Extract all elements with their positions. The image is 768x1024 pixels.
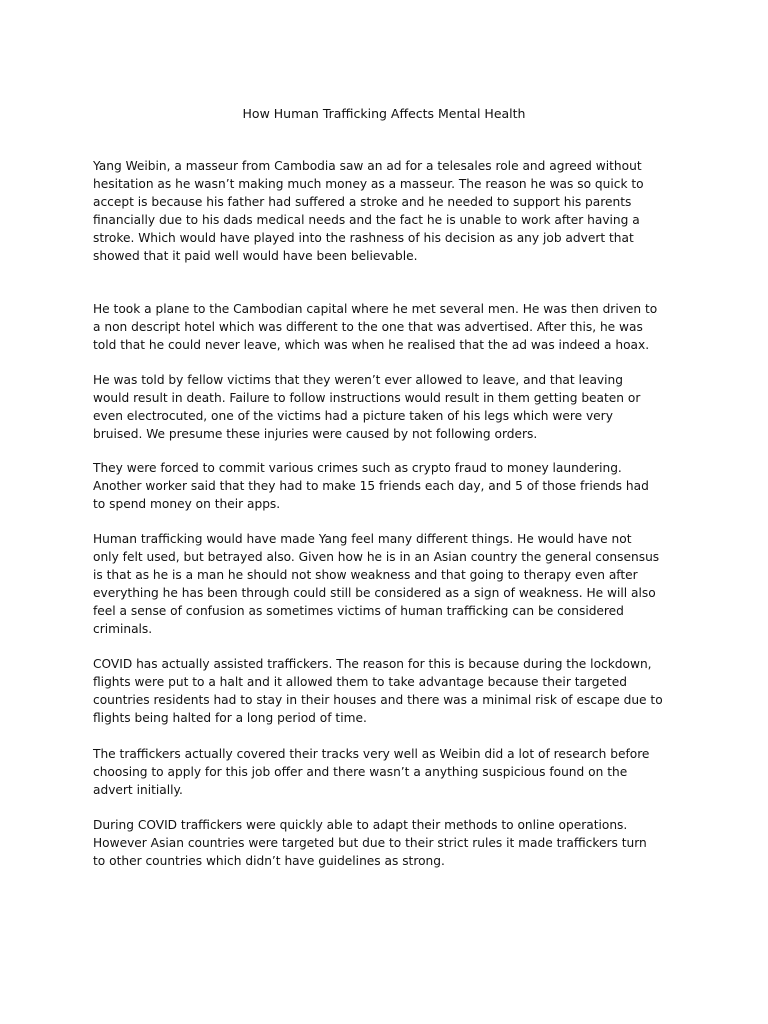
- text-line: everything he has been through could still be considered as a sign of weakness. He will also: [93, 585, 656, 600]
- text-line: would result in death. Failure to follow instructions would result in them getting beaten or: [93, 390, 641, 405]
- paragraph: [93, 531, 659, 638]
- text-line: Another worker said that they had to make 15 friends each day, and 5 of those friends had: [93, 478, 649, 493]
- text-line: a non descript hotel which was different to the one that was advertised. After this, he was: [93, 319, 643, 334]
- text-line: criminals.: [93, 621, 153, 636]
- paragraph: [93, 460, 649, 514]
- text-line: to spend money on their apps.: [93, 496, 281, 511]
- text-line: even electrocuted, one of the victims had a picture taken of his legs which were very: [93, 408, 613, 423]
- text-line: showed that it paid well would have been believable.: [93, 248, 418, 263]
- text-line: advert initially.: [93, 782, 183, 797]
- text-line: During COVID traffickers were quickly able to adapt their methods to online operations.: [93, 818, 628, 832]
- text-line: flights being halted for a long period of time.: [93, 710, 367, 725]
- paragraph: [93, 158, 644, 265]
- paragraph: [93, 656, 663, 728]
- paragraph: [93, 301, 657, 355]
- text-line: He was told by fellow victims that they weren’t ever allowed to leave, and that leaving: [93, 373, 623, 387]
- paragraph: [93, 372, 640, 444]
- paragraph: [93, 746, 649, 800]
- text-line: to other countries which didn’t have guidelines as strong.: [93, 853, 445, 868]
- text-line: They were forced to commit various crimes such as crypto fraud to money laundering.: [93, 461, 622, 475]
- text-line: bruised. We presume these injuries were caused by not following orders.: [93, 426, 538, 441]
- text-line: COVID has actually assisted traffickers. The reason for this is because during the lockdown,: [93, 657, 652, 671]
- text-line: stroke. Which would have played into the rashness of his decision as any job advert that: [93, 230, 634, 245]
- text-line: accept is because his father had suffered a stroke and he needed to support his parents: [93, 194, 632, 209]
- text-line: financially due to his dads medical needs and the fact he is unable to work after having a: [93, 212, 640, 227]
- text-line: flights were put to a halt and it allowed them to take advantage because their targeted: [93, 674, 627, 689]
- text-line: countries residents had to stay in their houses and there was a minimal risk of escape due to: [93, 692, 663, 707]
- text-line: Human trafficking would have made Yang feel many different things. He would have not: [93, 532, 632, 546]
- document-title: How Human Trafficking Affects Mental Health: [242, 106, 526, 121]
- text-line: told that he could never leave, which was when he realised that the ad was indeed a hoax.: [93, 337, 650, 352]
- text-line: The traffickers actually covered their tracks very well as Weibin did a lot of research before: [93, 747, 650, 761]
- text-line: feel a sense of confusion as sometimes victims of human trafficking can be considered: [93, 603, 624, 618]
- paragraph: [93, 817, 647, 871]
- text-line: However Asian countries were targeted but due to their strict rules it made traffickers turn: [93, 835, 647, 850]
- text-line: is that as he is a man he should not show weakness and that going to therapy even after: [93, 567, 638, 582]
- text-line: hesitation as he wasn’t making much money as a masseur. The reason he was so quick to: [93, 176, 644, 191]
- text-line: only felt used, but betrayed also. Given how he is in an Asian country the general consensus: [93, 549, 660, 564]
- text-line: choosing to apply for this job offer and there wasn’t a anything suspicious found on the: [93, 764, 628, 779]
- text-line: He took a plane to the Cambodian capital where he met several men. He was then driven to: [93, 302, 658, 316]
- text-line: Yang Weibin, a masseur from Cambodia saw an ad for a telesales role and agreed without: [93, 159, 642, 173]
